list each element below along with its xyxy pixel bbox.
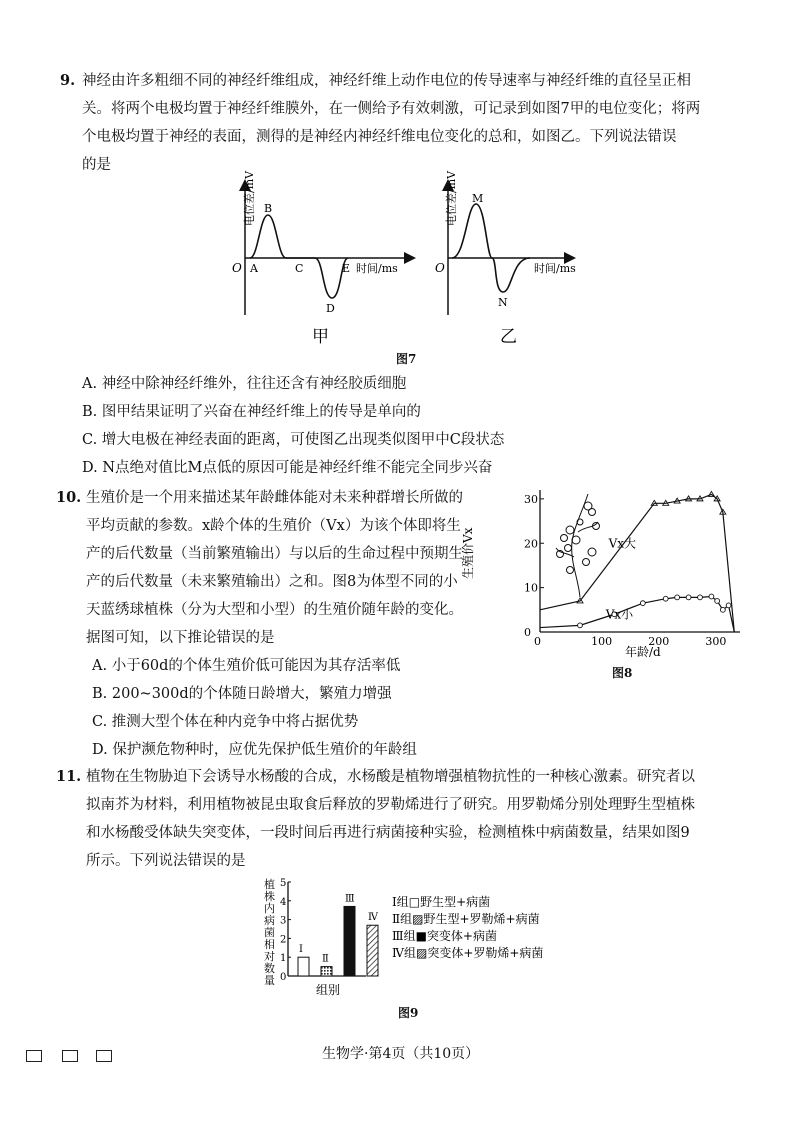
question-10-line-5: 天蓝绣球植株（分为大型和小型）的生殖价随年龄的变化。 [86, 602, 463, 618]
checkbox-square-2 [62, 1050, 78, 1062]
fig8-xtick-label: 100 [591, 635, 613, 648]
fig7a-ylabel: 电位差/mV [243, 170, 256, 226]
fig9-ylabel-char: 对 [264, 950, 275, 963]
fig9-ylabel-char: 相 [264, 938, 275, 951]
fig9-bar [321, 967, 332, 976]
fig7b-ylabel: 电位差/mV [445, 170, 458, 226]
fig7a-origin: O [232, 261, 242, 275]
fig9-ytick-label: 3 [280, 915, 287, 927]
figure-7 [220, 170, 590, 350]
fig9-legend-entry: Ⅲ组■突变体+病菌 [392, 929, 497, 943]
fig8-point [578, 623, 583, 628]
question-9-line-1: 神经由许多粗细不同的神经纤维组成，神经纤维上动作电位的传导速率与神经纤维的直径呈正相 [82, 73, 691, 89]
fig8-series-line [540, 494, 734, 632]
fig9-ytick-label: 5 [280, 878, 287, 889]
fig9-ylabel-char: 植 [264, 878, 275, 891]
question-9-number: 9. [60, 72, 76, 89]
fig9-ylabel-char: 量 [264, 974, 275, 987]
question-11-line-2: 拟南芥为材料，利用植物被昆虫取食后释放的罗勒烯进行了研究。用罗勒烯分别处理野生型植株 [86, 797, 695, 813]
question-10-line-1: 生殖价是一个用来描述某年龄雌体能对未来种群增长所做的 [86, 490, 463, 506]
fig8-point [675, 595, 680, 600]
checkbox-square-1 [26, 1050, 42, 1062]
flower-illustration [556, 494, 600, 597]
fig8-series-line [540, 597, 734, 633]
fig9-ytick-label: 1 [280, 953, 287, 965]
fig9-ylabel-char: 数 [264, 962, 275, 975]
question-10-line-2: 平均贡献的参数。x龄个体的生殖价（Vx）为该个体即将生 [86, 518, 461, 534]
figure-7a [232, 170, 410, 347]
fig9-ylabel-char: 病 [264, 914, 275, 927]
question-10-option-d: D. 保护濒危物种时，应优先保护低生殖价的年龄组 [92, 742, 417, 758]
fig9-ytick-label: 4 [280, 896, 287, 908]
question-9-line-2: 关。将两个电极均置于神经纤维膜外，在一侧给予有效刺激，可记录到如图7甲的电位变化；将两 [82, 101, 701, 117]
figure-7b [435, 170, 576, 347]
fig8-series-label: Vx大 [608, 536, 637, 551]
question-11-line-1: 植物在生物胁迫下会诱导水杨酸的合成，水杨酸是植物增强植物抗性的一种核心激素。研究者以 [86, 769, 695, 785]
fig8-xtick-label: 200 [648, 635, 670, 648]
question-9-option-a: A. 神经中除神经纤维外，往往还含有神经胶质细胞 [82, 376, 407, 392]
fig9-bar [298, 957, 309, 976]
fig8-xtick-label: 300 [705, 635, 727, 648]
question-11-line-3: 和水杨酸受体缺失突变体，一段时间后再进行病菌接种实验，检测植株中病菌数量，结果如图9 [86, 825, 690, 841]
fig9-ytick-label: 0 [280, 972, 287, 983]
question-9-line-4: 的是 [82, 157, 111, 173]
fig8-ytick-label: 20 [524, 537, 538, 551]
fig8-point [726, 603, 731, 608]
fig7b-xlabel: 时间/ms [534, 262, 576, 275]
fig7a-xlabel: 时间/ms [356, 262, 398, 275]
question-11-number: 11. [56, 768, 82, 785]
fig8-point [698, 595, 703, 600]
fig8-xtick-label: 0 [534, 635, 541, 648]
checkbox-square-3 [96, 1050, 112, 1062]
fig9-bar-label: Ⅲ [345, 893, 355, 905]
fig7a-point-b: B [264, 202, 273, 215]
question-10-option-b: B. 200~300d的个体随日龄增大，繁殖力增强 [92, 686, 392, 702]
fig9-xlabel: 组别 [316, 983, 341, 997]
fig9-legend-entry: Ⅰ组□野生型+病菌 [392, 895, 491, 909]
figure-8-chart [461, 482, 760, 660]
fig7a-point-e: E [342, 262, 351, 275]
fig9-ytick-label: 2 [280, 934, 287, 946]
fig7a-point-a: A [250, 262, 258, 275]
fig7b-point-n: N [498, 296, 508, 309]
question-10-number: 10. [56, 489, 82, 506]
question-9-option-d: D. N点绝对值比M点低的原因可能是神经纤维不能完全同步兴奋 [82, 460, 493, 476]
fig8-ytick-label: 0 [524, 626, 531, 639]
fig9-legend-entry: Ⅳ组▨突变体+罗勒烯+病菌 [392, 946, 544, 960]
figure-7-caption: 图7 [396, 352, 417, 366]
question-10-option-c: C. 推测大型个体在种内竞争中将占据优势 [92, 714, 359, 730]
fig8-point [663, 596, 668, 601]
fig8-point [715, 599, 720, 604]
fig8-series-label: Vx小 [605, 607, 634, 622]
fig9-legend-entry: Ⅱ组▨野生型+罗勒烯+病菌 [392, 912, 540, 926]
question-11-line-4: 所示。下列说法错误的是 [86, 853, 246, 869]
fig9-bar [367, 925, 378, 976]
question-10-option-a: A. 小于60d的个体生殖价低可能因为其存活率低 [92, 658, 401, 674]
fig7a-point-d: D [326, 302, 335, 315]
fig9-bar [344, 906, 355, 976]
fig9-bar-label: Ⅱ [322, 953, 329, 965]
figure-9-caption: 图9 [398, 1006, 419, 1020]
fig9-bar-label: Ⅳ [368, 912, 378, 924]
fig7a-point-c: C [295, 262, 304, 275]
question-9-line-3: 个电极均置于神经的表面，测得的是神经内神经纤维电位变化的总和，如图乙。下列说法错误 [82, 129, 677, 145]
fig8-ytick-label: 30 [524, 492, 538, 506]
fig8-point [720, 607, 725, 612]
fig8-point [709, 594, 714, 599]
page-footer: 生物学·第4页（共10页） [322, 1046, 480, 1062]
question-10-line-4: 产的后代数量（未来繁殖输出）之和。图8为体型不同的小 [86, 574, 458, 590]
fig7b-point-m: M [472, 192, 484, 205]
question-9-option-c: C. 增大电极在神经表面的距离，可使图乙出现类似图甲中C段状态 [82, 432, 505, 448]
fig9-ylabel-char: 株 [264, 890, 275, 903]
fig9-ylabel-char: 菌 [264, 926, 275, 939]
fig7a-sublabel: 甲 [312, 327, 329, 347]
fig9-ylabel-char: 内 [264, 902, 275, 915]
question-10-line-3: 产的后代数量（当前繁殖输出）与以后的生命过程中预期生 [86, 546, 463, 562]
fig9-bar-label: Ⅰ [299, 944, 303, 956]
fig8-ytick-label: 10 [524, 581, 538, 595]
fig8-ylabel: 生殖价Vx [461, 527, 475, 579]
fig9-ylabel [264, 877, 275, 987]
figure-9-chart [258, 868, 598, 1000]
fig7b-origin: O [435, 261, 445, 275]
question-10-line-6: 据图可知，以下推论错误的是 [86, 630, 275, 646]
fig8-point [640, 601, 645, 606]
question-9-option-b: B. 图甲结果证明了兴奋在神经纤维上的传导是单向的 [82, 404, 421, 420]
fig7b-sublabel: 乙 [500, 327, 517, 347]
figure-8-caption: 图8 [612, 666, 633, 680]
fig8-xlabel: 年龄/d [625, 645, 661, 659]
fig8-point [686, 595, 691, 600]
